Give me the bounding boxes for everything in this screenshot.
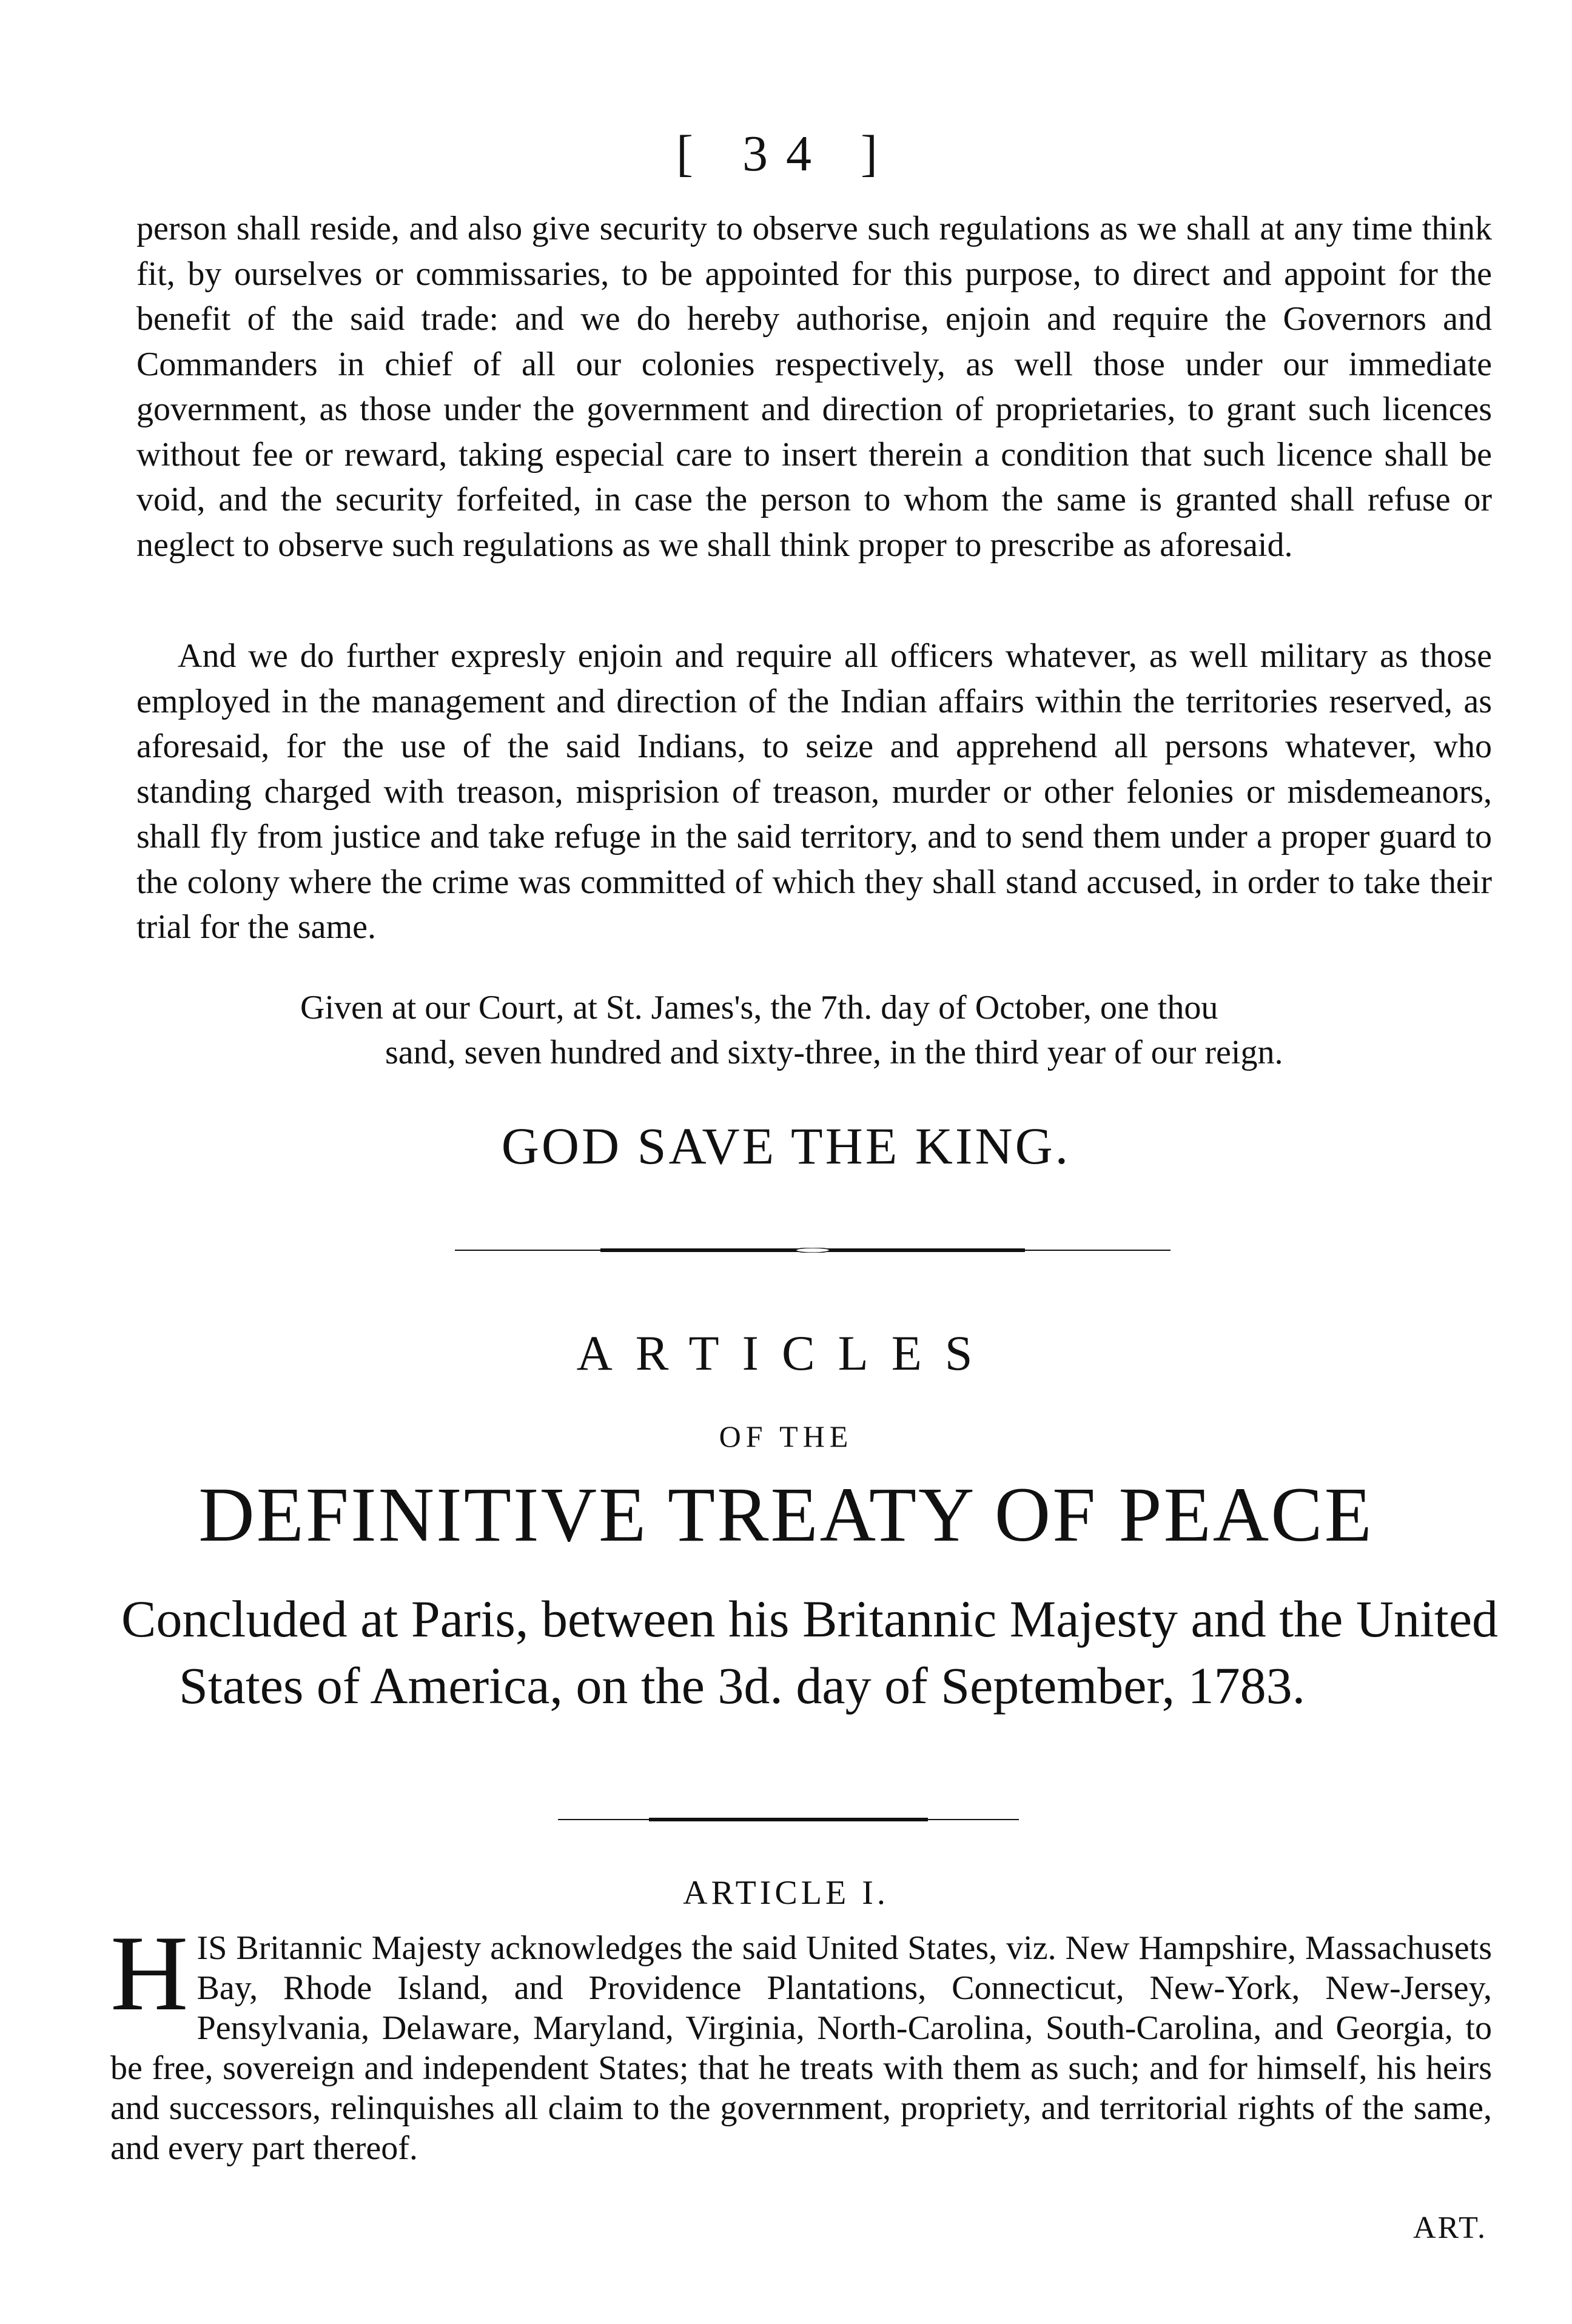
proclamation-paragraph-2: And we do further expresly enjoin and require all officers whatever, as well military as those employed in the management and direction of the Indian affairs within the territories reserved, as aforesaid, for the use of the said Indians, to seize and apprehend all persons whatever, who standing charged with treason, misprision of treason, murder or other felonies or misdemeanors, shall fly from justice and take refuge in the said territory, and to send them under a proper guard to the colony where the crime was committed of which they shall stand accused, in order to take their trial for the same. — [136, 637, 1492, 946]
drop-cap-letter: H — [110, 1913, 189, 2033]
article-i-body: IS Britannic Majesty acknowledges the said United States, viz. New Hampshire, Massachusets Bay, Rhode Island, and Providence Plantations, Connecticut, New-York, New-Jersey, Pensylvania, Delaware, Maryland, Virginia, North-Carolina, South-Carolina, and Georgia, to be free, sovereign and independent States; that he treats with them as such; and for himself, his heirs and successors, relinquishes all claim to the government, propriety, and territorial rights of the same, and every part thereof. — [110, 1929, 1492, 2167]
of-the-heading: OF THE — [719, 1419, 853, 1453]
articles-heading: ARTICLES — [576, 1325, 996, 1381]
proclamation-paragraph-1: person shall reside, and also give security to observe such regulations as we shall at any time think fit, by ourselves or commissaries, to be appointed for this purpose, to direct and appoint for the benefit of the said trade: and we do hereby authorise, enjoin and require the Governors and Commanders in chief of all our colonies respectively, as well those under our immediate government, as those under the government and direction of proprietaries, to grant such licences without fee or reward, taking especial care to insert therein a condition that such licence shall be void, and the security forfeited, in case the person to whom the same is granted shall refuse or neglect to observe such regulations as we shall think proper to prescribe as aforesaid. — [136, 210, 1492, 564]
given-line-2: sand, seven hundred and sixty-three, in the third year of our reign. — [385, 1034, 1283, 1071]
given-line-1: Given at our Court, at St. James's, the 7th. day of October, one thou — [300, 989, 1218, 1026]
catchword: ART. — [1412, 2211, 1487, 2245]
treaty-subtitle: Concluded at Paris, between his Britannic Majesty and the United States of America, on the 3d. day of September, 1783. — [121, 1590, 1498, 1715]
god-save-the-king: GOD SAVE THE KING. — [501, 1117, 1071, 1175]
ornamental-rule-top — [455, 1248, 1171, 1253]
page-number: [ 34 ] — [676, 126, 896, 182]
ornamental-rule-bottom — [558, 1817, 1019, 1822]
article-i-text — [110, 1913, 1492, 2168]
given-at-court — [136, 985, 1492, 1075]
treaty-title: DEFINITIVE TREATY OF PEACE — [198, 1472, 1374, 1558]
article-i-heading: ARTICLE I. — [683, 1874, 889, 1912]
